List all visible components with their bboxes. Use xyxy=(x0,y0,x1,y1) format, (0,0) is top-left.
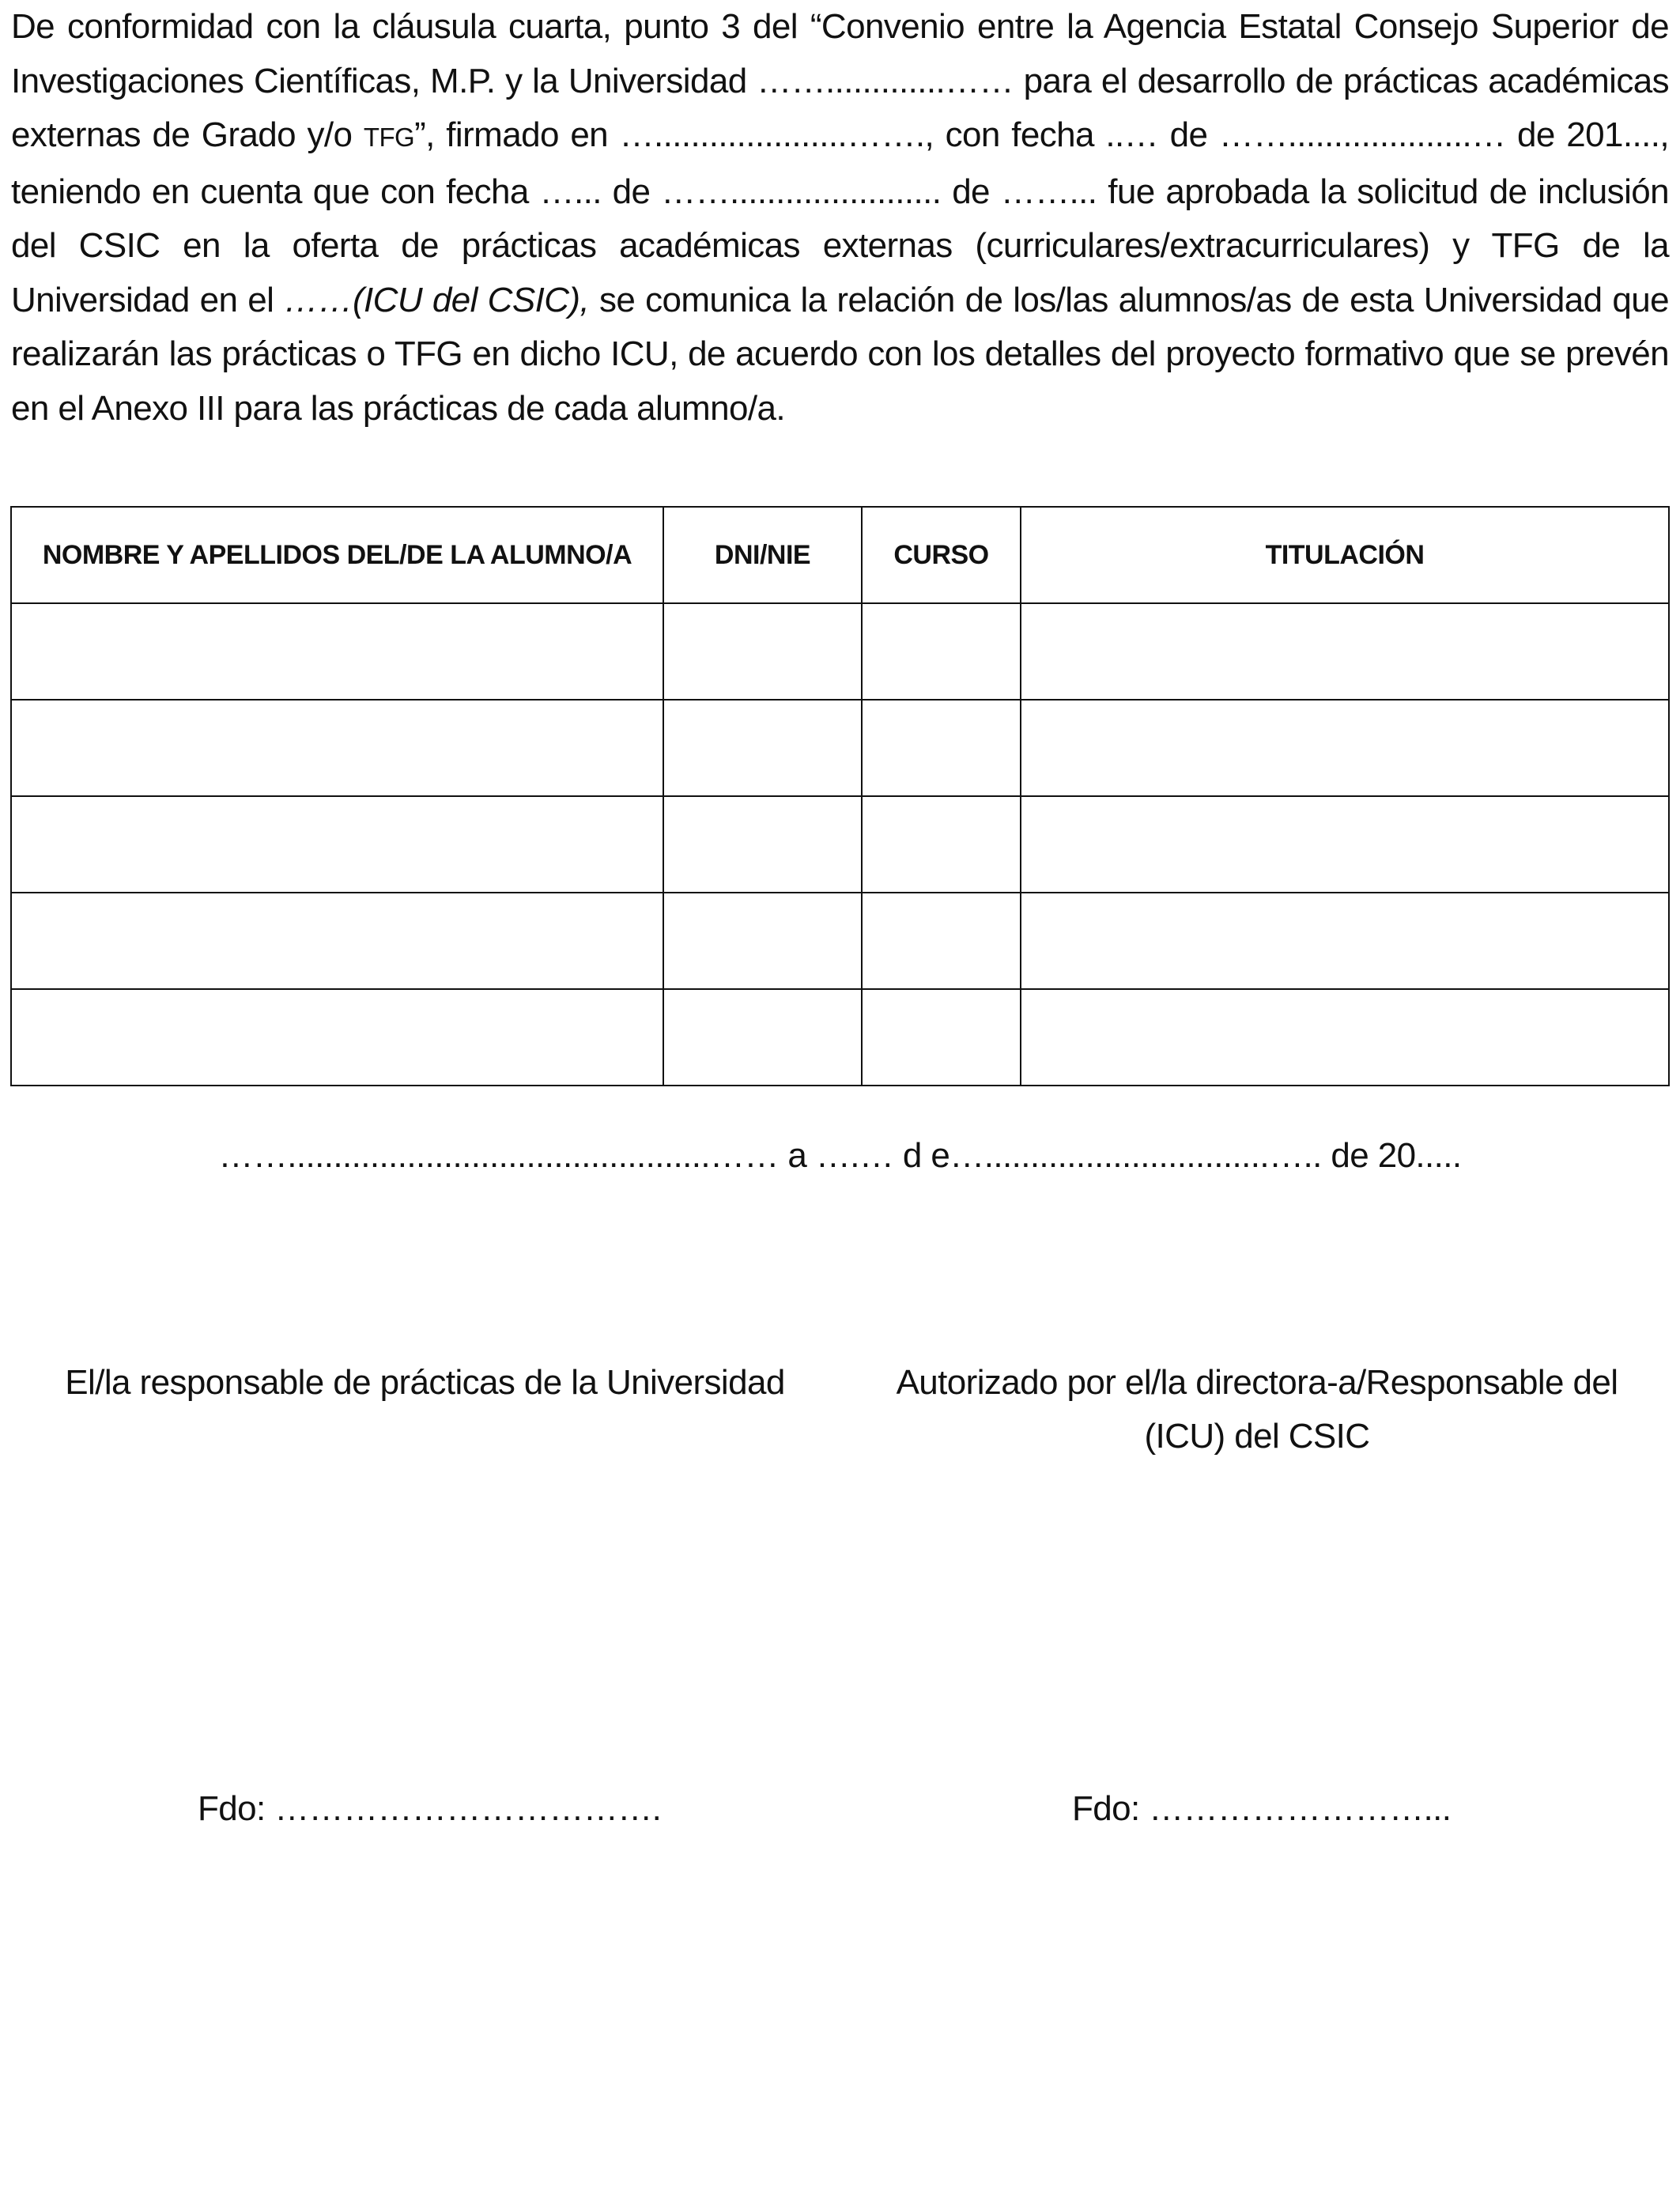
cell-dni xyxy=(663,989,862,1086)
signature-right-fdo: Fdo: ……………………... xyxy=(1072,1789,1452,1828)
cell-titulacion xyxy=(1021,700,1669,796)
table-body xyxy=(11,603,1669,1086)
cell-name xyxy=(11,796,663,893)
table-row xyxy=(11,893,1669,989)
intro-text-1: De conformidad con la cláusula cuarta, punto 3 del “Convenio entre la Agencia Estatal Consejo Superior de Investigaciones Científicas, M.P. y la Universidad …….............…… para el desarrollo de prácticas académicas externas de Grado y/o xyxy=(11,7,1669,154)
cell-dni xyxy=(663,893,862,989)
cell-titulacion xyxy=(1021,796,1669,893)
cell-dni xyxy=(663,603,862,700)
table-row xyxy=(11,700,1669,796)
header-curso: CURSO xyxy=(862,507,1021,603)
cell-titulacion xyxy=(1021,893,1669,989)
header-dni: DNI/NIE xyxy=(663,507,862,603)
table-row xyxy=(11,796,1669,893)
cell-name xyxy=(11,700,663,796)
date-line: ……..............................................…… a ….… d e…...............................….. de 20..... xyxy=(218,1136,1462,1175)
table-header-row xyxy=(11,507,1669,603)
table-row xyxy=(11,989,1669,1086)
cell-name xyxy=(11,989,663,1086)
signature-left-title: El/la responsable de prácticas de la Universidad xyxy=(65,1363,785,1402)
header-name: NOMBRE Y APELLIDOS DEL/DE LA ALUMNO/A xyxy=(11,507,663,603)
cell-titulacion xyxy=(1021,989,1669,1086)
intro-paragraph xyxy=(11,0,1669,436)
header-titulacion: TITULACIÓN xyxy=(1021,507,1669,603)
cell-titulacion xyxy=(1021,603,1669,700)
students-table xyxy=(10,506,1670,1086)
intro-text-tfg: TFG xyxy=(363,123,415,152)
cell-curso xyxy=(862,796,1021,893)
cell-dni xyxy=(663,796,862,893)
signature-left-fdo: Fdo: ……………………………. xyxy=(198,1789,662,1828)
intro-text-2: ”, firmado en ….....................……., con fecha ..… de ……....................… de 201...., teniendo en cuenta que con fecha …... de ……....................... de ……... fue aprobada la solicitud de inclusión del CSIC en la oferta de prácticas académicas externas (curriculares/extracurriculares) y TFG de la Universidad en el xyxy=(11,115,1670,319)
cell-name xyxy=(11,893,663,989)
intro-text-icu: ……(ICU del CSIC), xyxy=(284,280,590,319)
table-row xyxy=(11,603,1669,700)
signature-right-title: Autorizado por el/la directora-a/Responsable del (ICU) del CSIC xyxy=(896,1363,1618,1456)
cell-curso xyxy=(862,893,1021,989)
intro-text-3: se comunica la relación de los/las alumnos/as de esta Universidad que realizarán las prácticas o TFG en dicho ICU, de acuerdo con los detalles del proyecto formativo que se prevén en el Anexo III para las prácticas de cada alumno/a. xyxy=(11,280,1669,428)
cell-curso xyxy=(862,700,1021,796)
cell-curso xyxy=(862,603,1021,700)
cell-curso xyxy=(862,989,1021,1086)
cell-name xyxy=(11,603,663,700)
cell-dni xyxy=(663,700,862,796)
